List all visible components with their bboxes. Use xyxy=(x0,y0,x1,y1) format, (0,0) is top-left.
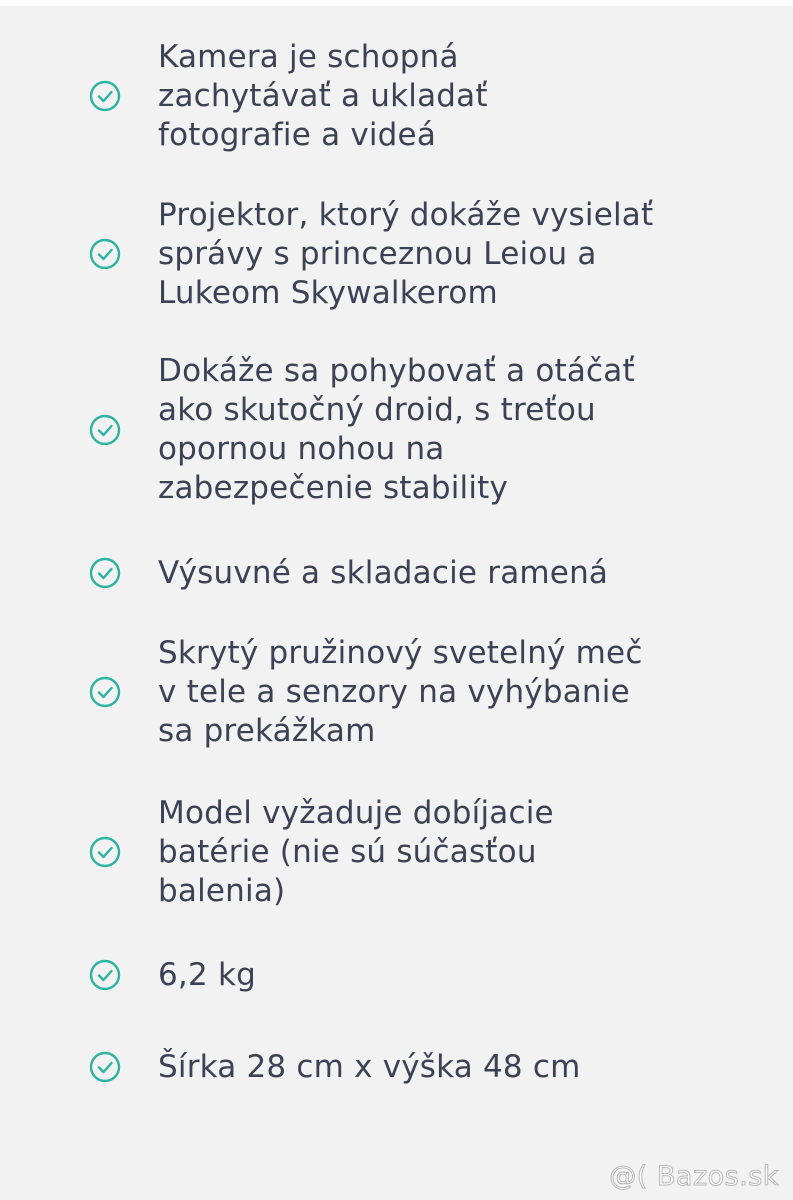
feature-text xyxy=(158,1048,748,1087)
feature-text-line: v tele a senzory na vyhýbanie xyxy=(158,673,630,710)
feature-text xyxy=(158,794,748,911)
feature-text xyxy=(158,38,748,155)
feature-text-line: Skrytý pružinový svetelný meč xyxy=(158,634,643,671)
check-circle-icon xyxy=(88,958,122,992)
check-circle-icon xyxy=(88,675,122,709)
feature-text-line: 6,2 kg xyxy=(158,956,256,993)
feature-text xyxy=(158,196,748,313)
feature-text-line: Projektor, ktorý dokáže vysielať xyxy=(158,196,654,233)
feature-text-line: správy s princeznou Leiou a xyxy=(158,235,597,272)
check-circle-icon xyxy=(88,413,122,447)
feature-text xyxy=(158,956,748,995)
feature-text-line: ako skutočný droid, s treťou xyxy=(158,392,596,428)
feature-text-line: Lukeom Skywalkerom xyxy=(158,274,498,311)
feature-text-line: Model vyžaduje dobíjacie xyxy=(158,794,554,831)
feature-text-line: Šírka 28 cm x výška 48 cm xyxy=(158,1048,581,1085)
feature-text-line: batérie (nie sú súčasťou xyxy=(158,833,537,870)
check-circle-icon xyxy=(88,835,122,869)
feature-text-line: balenia) xyxy=(158,872,286,909)
check-circle-icon xyxy=(88,79,122,113)
feature-text-line: zabezpečenie stability xyxy=(158,470,509,506)
check-circle-icon xyxy=(88,1050,122,1084)
feature-text-line: fotografie a videá xyxy=(158,116,437,153)
check-circle-icon xyxy=(88,237,122,271)
bazos-watermark: @( Bazos.sk xyxy=(609,1161,779,1192)
feature-text-line: Kamera je schopná xyxy=(158,38,459,75)
feature-text xyxy=(158,634,748,751)
top-strip xyxy=(0,0,793,6)
feature-text-line: Dokáže sa pohybovať a otáčať xyxy=(158,353,635,389)
feature-text-line: Výsuvné a skladacie ramená xyxy=(158,554,609,591)
feature-text xyxy=(158,554,748,593)
check-circle-icon xyxy=(88,556,122,590)
feature-text-line: opornou nohou na xyxy=(158,431,445,467)
feature-text-line: zachytávať a ukladať xyxy=(158,77,488,114)
feature-text-line: sa prekážkam xyxy=(158,712,376,749)
feature-text xyxy=(158,352,748,508)
